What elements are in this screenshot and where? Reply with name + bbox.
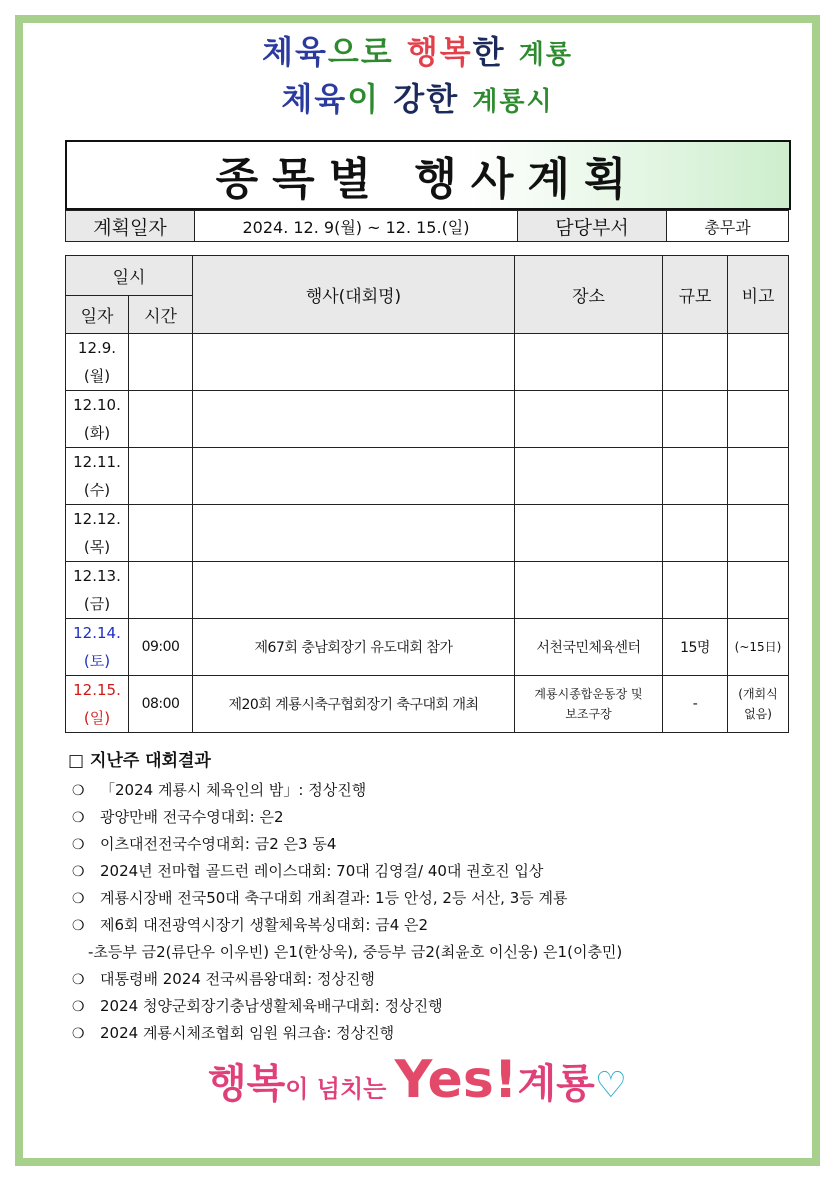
scale-cell xyxy=(663,448,728,505)
note-cell: (~15日) xyxy=(728,619,789,676)
date-text: 12.11. xyxy=(73,453,121,471)
circle-bullet-icon: ❍ xyxy=(72,1026,85,1042)
note-cell xyxy=(728,505,789,562)
result-text: 2024 계룡시체조협회 임원 워크숍: 정상진행 xyxy=(100,1024,395,1042)
slogan-word: 이 xyxy=(347,80,394,118)
circle-bullet-icon: ❍ xyxy=(72,972,85,988)
result-text: 이츠대전전국수영대회: 금2 은3 동4 xyxy=(100,835,337,853)
footer-word: 이 넘치는 xyxy=(285,1075,395,1103)
circle-bullet-icon: ❍ xyxy=(72,999,85,1015)
slogan-line-2 xyxy=(0,77,835,124)
place-cell xyxy=(515,505,663,562)
date-text: 12.13. xyxy=(73,567,121,585)
date-cell xyxy=(66,448,129,505)
slogan-word: 행복 xyxy=(406,33,473,71)
place-cell xyxy=(515,562,663,619)
slogan-word: 강한 xyxy=(393,80,473,118)
date-cell xyxy=(66,334,129,391)
place-cell xyxy=(515,676,663,733)
place-header: 장소 xyxy=(515,256,663,334)
event-cell xyxy=(193,334,515,391)
result-item xyxy=(68,831,808,858)
last-week-results xyxy=(68,746,808,1047)
day-text: (수) xyxy=(83,481,111,499)
place-line: 계룡시종합운동장 및 xyxy=(534,687,643,701)
table-row xyxy=(66,505,789,562)
result-item xyxy=(68,777,808,804)
date-text: 12.14. xyxy=(73,624,121,642)
scale-header: 규모 xyxy=(663,256,728,334)
slogan-word: 체육 xyxy=(262,33,328,71)
note-line: 없음) xyxy=(744,707,772,721)
day-text: (토) xyxy=(83,652,111,670)
table-row xyxy=(66,391,789,448)
place-line: 보조구장 xyxy=(565,707,612,721)
table-row xyxy=(66,619,789,676)
table-row xyxy=(66,562,789,619)
slogan-word: 계룡 xyxy=(518,40,573,70)
slogan-word: 계룡시 xyxy=(472,87,554,117)
note-cell xyxy=(728,391,789,448)
circle-bullet-icon: ❍ xyxy=(72,810,85,826)
note-cell xyxy=(728,562,789,619)
circle-bullet-icon: ❍ xyxy=(72,864,85,880)
circle-bullet-icon: ❍ xyxy=(72,918,85,934)
event-cell xyxy=(193,562,515,619)
date-cell xyxy=(66,619,129,676)
circle-bullet-icon: ❍ xyxy=(72,891,85,907)
day-text: (화) xyxy=(83,424,111,442)
day-text: (월) xyxy=(83,367,111,385)
table-row xyxy=(66,448,789,505)
time-cell xyxy=(129,505,193,562)
slogan xyxy=(0,30,835,124)
slogan-word: 으로 xyxy=(327,33,407,71)
result-item xyxy=(68,885,808,912)
result-item xyxy=(68,1020,808,1047)
scale-cell xyxy=(663,505,728,562)
time-cell xyxy=(129,391,193,448)
date-header: 일자 xyxy=(66,296,129,334)
day-text: (금) xyxy=(83,595,111,613)
schedule-table xyxy=(65,255,789,733)
table-row xyxy=(66,334,789,391)
scale-cell: 15명 xyxy=(663,619,728,676)
date-text: 12.12. xyxy=(73,510,121,528)
table-row xyxy=(66,676,789,733)
result-text: 「2024 계룡시 체육인의 밤」: 정상진행 xyxy=(100,781,367,799)
result-item xyxy=(68,804,808,831)
day-text: (목) xyxy=(83,538,111,556)
title-box xyxy=(65,140,791,210)
place-cell xyxy=(515,391,663,448)
footer-word: Yes! xyxy=(394,1050,518,1110)
note-line: (개회식 xyxy=(738,687,778,701)
day-text: (일) xyxy=(83,709,111,727)
event-cell: 제67회 충남회장기 유도대회 참가 xyxy=(193,619,515,676)
place-cell xyxy=(515,334,663,391)
results-heading: □ 지난주 대회결과 xyxy=(68,751,211,771)
date-cell xyxy=(66,505,129,562)
place-cell xyxy=(515,448,663,505)
event-header: 행사(대회명) xyxy=(193,256,515,334)
dept-value: 총무과 xyxy=(667,211,789,242)
circle-bullet-icon: ❍ xyxy=(72,783,85,799)
date-text: 12.9. xyxy=(77,339,117,357)
footer-slogan-logo xyxy=(0,1050,835,1110)
result-item xyxy=(68,966,808,993)
result-text: 제6회 대전광역시장기 생활체육복싱대회: 금4 은2 xyxy=(100,916,429,934)
scale-cell xyxy=(663,562,728,619)
date-cell xyxy=(66,676,129,733)
time-cell: 09:00 xyxy=(129,619,193,676)
dept-label: 담당부서 xyxy=(518,211,667,242)
event-cell xyxy=(193,448,515,505)
result-item xyxy=(68,912,808,939)
event-cell xyxy=(193,505,515,562)
date-cell xyxy=(66,562,129,619)
result-sub-item: -초등부 금2(류단우 이우빈) 은1(한상욱), 중등부 금2(최윤호 이신웅) 은1(이충민) xyxy=(88,943,623,961)
plan-date-value: 2024. 12. 9(월) ~ 12. 15.(일) xyxy=(195,211,518,242)
page-title: 종목별 행사계획 xyxy=(215,154,641,205)
result-item xyxy=(68,858,808,885)
time-header: 시간 xyxy=(129,296,193,334)
result-text: 계룡시장배 전국50대 축구대회 개최결과: 1등 안성, 2등 서산, 3등 계룡 xyxy=(100,889,568,907)
slogan-word: 한 xyxy=(472,33,519,71)
scale-cell xyxy=(663,391,728,448)
date-text: 12.10. xyxy=(73,396,121,414)
scale-cell: - xyxy=(663,676,728,733)
plan-date-label: 계획일자 xyxy=(66,211,195,242)
event-cell: 제20회 계룡시축구협회장기 축구대회 개최 xyxy=(193,676,515,733)
result-text: 광양만배 전국수영대회: 은2 xyxy=(100,808,284,826)
time-cell xyxy=(129,334,193,391)
datetime-header: 일시 xyxy=(66,256,193,296)
footer-word: 행복 xyxy=(207,1061,286,1107)
slogan-line-1 xyxy=(0,30,835,77)
plan-info-table xyxy=(65,210,789,242)
note-header: 비고 xyxy=(728,256,789,334)
event-cell xyxy=(193,391,515,448)
footer-word: 계룡 xyxy=(517,1061,595,1107)
result-text: 2024년 전마협 골드런 레이스대회: 70대 김영걸/ 40대 권호진 입상 xyxy=(100,862,544,880)
place-cell: 서천국민체육센터 xyxy=(515,619,663,676)
date-cell xyxy=(66,391,129,448)
note-cell xyxy=(728,448,789,505)
time-cell xyxy=(129,562,193,619)
note-cell xyxy=(728,334,789,391)
date-text: 12.15. xyxy=(73,681,121,699)
result-item xyxy=(68,993,808,1020)
note-cell xyxy=(728,676,789,733)
circle-bullet-icon: ❍ xyxy=(72,837,85,853)
result-text: 2024 청양군회장기충남생활체육배구대회: 정상진행 xyxy=(100,997,443,1015)
result-text: 대통령배 2024 전국씨름왕대회: 정상진행 xyxy=(100,970,375,988)
time-cell: 08:00 xyxy=(129,676,193,733)
heart-icon: ♡ xyxy=(594,1065,628,1106)
time-cell xyxy=(129,448,193,505)
scale-cell xyxy=(663,334,728,391)
slogan-word: 체육 xyxy=(281,80,348,118)
